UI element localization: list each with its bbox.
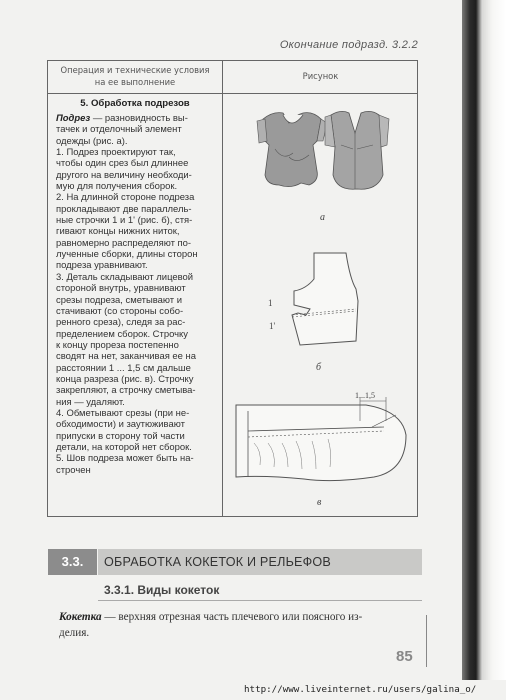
header-operations-line-1: Операция и технические условия [60, 65, 210, 75]
instruction-line: 5. Шов подреза может быть на- [56, 453, 194, 465]
source-url: http://www.liveinternet.ru/users/galina_o/ [244, 684, 477, 695]
figure-c-seam [234, 391, 414, 491]
instruction-line: 4. Обметывают срезы (при не- [56, 407, 190, 419]
instruction-line: закрепляют, а строчку сметыва- [56, 385, 196, 397]
instruction-line: конца разреза (рис. в). Строчку [56, 373, 194, 385]
definition-paragraph [59, 609, 427, 641]
page-number-rule [426, 615, 427, 667]
instruction-line: ния — удаляют. [56, 396, 125, 408]
page-number: 85 [396, 648, 413, 665]
instruction-line-text: — разновидность вы- [90, 113, 188, 124]
instruction-line: ные строчки 1 и 1' (рис. б), стя- [56, 215, 193, 227]
instruction-line: сводят на нет, заканчивая ее на [56, 351, 197, 363]
instruction-line: гивают концы нижних ниток, [56, 226, 180, 238]
instruction-line: лученные сборки, длины сторон [56, 249, 198, 261]
figure-b-label-1-prime: 1' [269, 321, 276, 331]
instruction-line: мую для получения сборок. [56, 181, 178, 193]
instruction-line: детали, на которой нет сборок. [56, 441, 192, 453]
figure-c-dimension: 1...1,5 [355, 391, 375, 400]
instruction-line: равномерно распределяют по- [56, 237, 192, 249]
section-number: 3.3. [48, 549, 97, 575]
figure-c-caption: в [317, 497, 322, 508]
header-operations-line-2: на ее выполнение [94, 77, 176, 87]
instruction-line: подреза уравнивают. [56, 260, 148, 272]
paragraph-line-2: делия. [59, 627, 90, 639]
term-koketka: Кокетка [59, 611, 102, 623]
instruction-line: чтобы один срез был длиннее [56, 158, 189, 170]
instruction-line: расстоянии 1 ... 1,5 см дальше [56, 362, 191, 374]
figure-b-pattern [270, 249, 360, 353]
instruction-line: 1. Подрез проектируют так, [56, 147, 176, 159]
instruction-line: другого на величину необходи- [56, 169, 192, 181]
instruction-line: строчен [56, 464, 91, 476]
header-operations [48, 64, 222, 88]
figure-b-label-1: 1 [268, 298, 273, 308]
instruction-line: к концу прореза постепенно [56, 339, 179, 351]
running-head: Окончание подразд. 3.2.2 [279, 39, 418, 51]
instruction-line: ренного среза), следя за рас- [56, 317, 186, 329]
instruction-line: прокладывают две параллель- [56, 203, 192, 215]
figure-a-caption: а [320, 212, 325, 223]
book-binding-shadow [462, 0, 506, 680]
instruction-line: одежды (рис. а). [56, 135, 128, 147]
instruction-line: 2. На длинной стороне подреза [56, 192, 195, 204]
instructions-text [56, 113, 220, 476]
term-podrez: Подрез [56, 113, 91, 124]
instruction-line: стороной внутрь, уравнивают [56, 283, 186, 295]
subsection-heading: 3.3.1. Виды кокеток [104, 583, 220, 597]
instruction-line: срезы подреза, сметывают и [56, 294, 182, 306]
instruction-line: 3. Деталь складывают лицевой [56, 271, 194, 283]
instruction-line: припуски в сторону той части [56, 430, 185, 442]
operations-table [47, 60, 418, 517]
instruction-line: стачивают (со стороны собо- [56, 305, 184, 317]
instruction-line: обходимости) и заутюживают [56, 419, 185, 431]
header-figure: Рисунок [302, 71, 339, 81]
instruction-line: тачек и отделочный элемент [56, 124, 182, 136]
figure-b-caption: б [316, 362, 322, 373]
instruction-line: пределением сборок. Строчку [56, 328, 188, 340]
header-divider [48, 93, 417, 94]
instruction-line [56, 113, 220, 124]
section-title: ОБРАБОТКА КОКЕТОК И РЕЛЬЕФОВ [104, 555, 331, 569]
subsection-rule [98, 600, 422, 601]
paragraph-text: — верхняя отрезная часть плечевого или поясного из- [101, 611, 363, 623]
table-section-title: 5. Обработка подрезов [80, 98, 190, 109]
column-divider [222, 61, 223, 516]
